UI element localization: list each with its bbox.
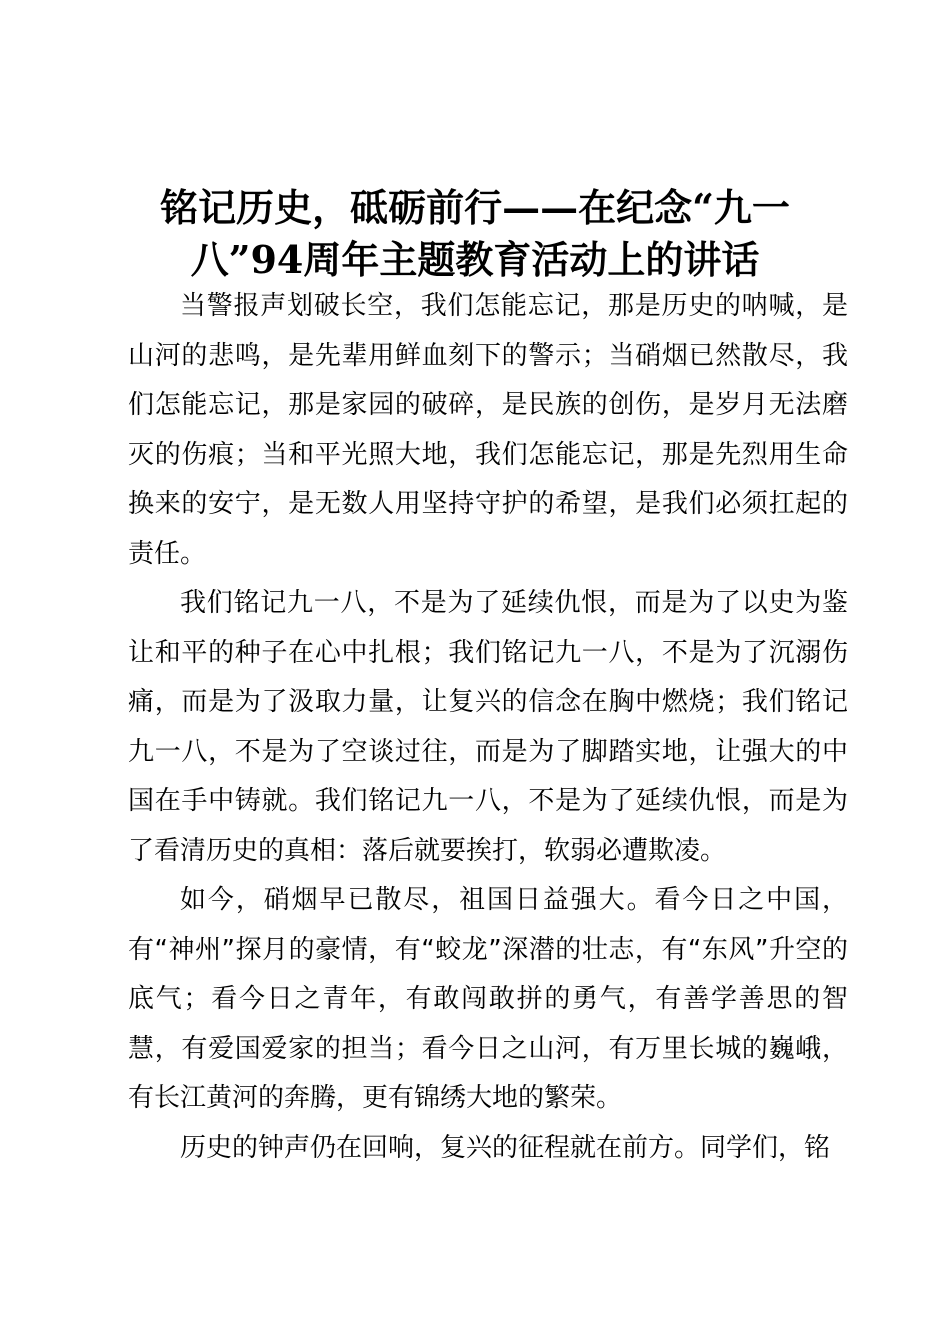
paragraph: 历史的钟声仍在回响，复兴的征程就在前方。同学们，铭 [180,1132,831,1163]
document-title: 铭记历史，砥砺前行——在纪念“九一八”94周年主题教育活动上的讲话 [160,185,790,282]
paragraph: 我们铭记九一八，不是为了延续仇恨，而是为了以史为鉴让和平的种子在心中扎根；我们铭记九一八，不是为了沉溺伤痛，而是为了汲取力量，让复兴的信念在胸中燃烧；我们铭记九一八，不是为了空谈过往，而是为了脚踏实地，让强大的中国在手中铸就。我们铭记九一八，不是为了延续仇恨，而是为了看清历史的真相：落后就要挨打，软弱必遭欺凌。 [128,588,848,866]
paragraph: 当警报声划破长空，我们怎能忘记，那是历史的呐喊，是山河的悲鸣，是先辈用鲜血刻下的警示；当硝烟已然散尽，我们怎能忘记，那是家园的破碎，是民族的创伤，是岁月无法磨灭的伤痕；当和平光照大地，我们怎能忘记，那是先烈用生命换来的安宁，是无数人用坚持守护的希望，是我们必须扛起的责任。 [128,291,848,569]
document-body [128,282,848,1173]
paragraph: 如今，硝烟早已散尽，祖国日益强大。看今日之中国，有“神州”探月的豪情，有“蛟龙”深潜的壮志，有“东风”升空的底气；看今日之青年，有敢闯敢拼的勇气，有善学善思的智慧，有爱国爱家的担当；看今日之山河，有万里长城的巍峨，有长江黄河的奔腾，更有锦绣大地的繁荣。 [128,885,848,1113]
